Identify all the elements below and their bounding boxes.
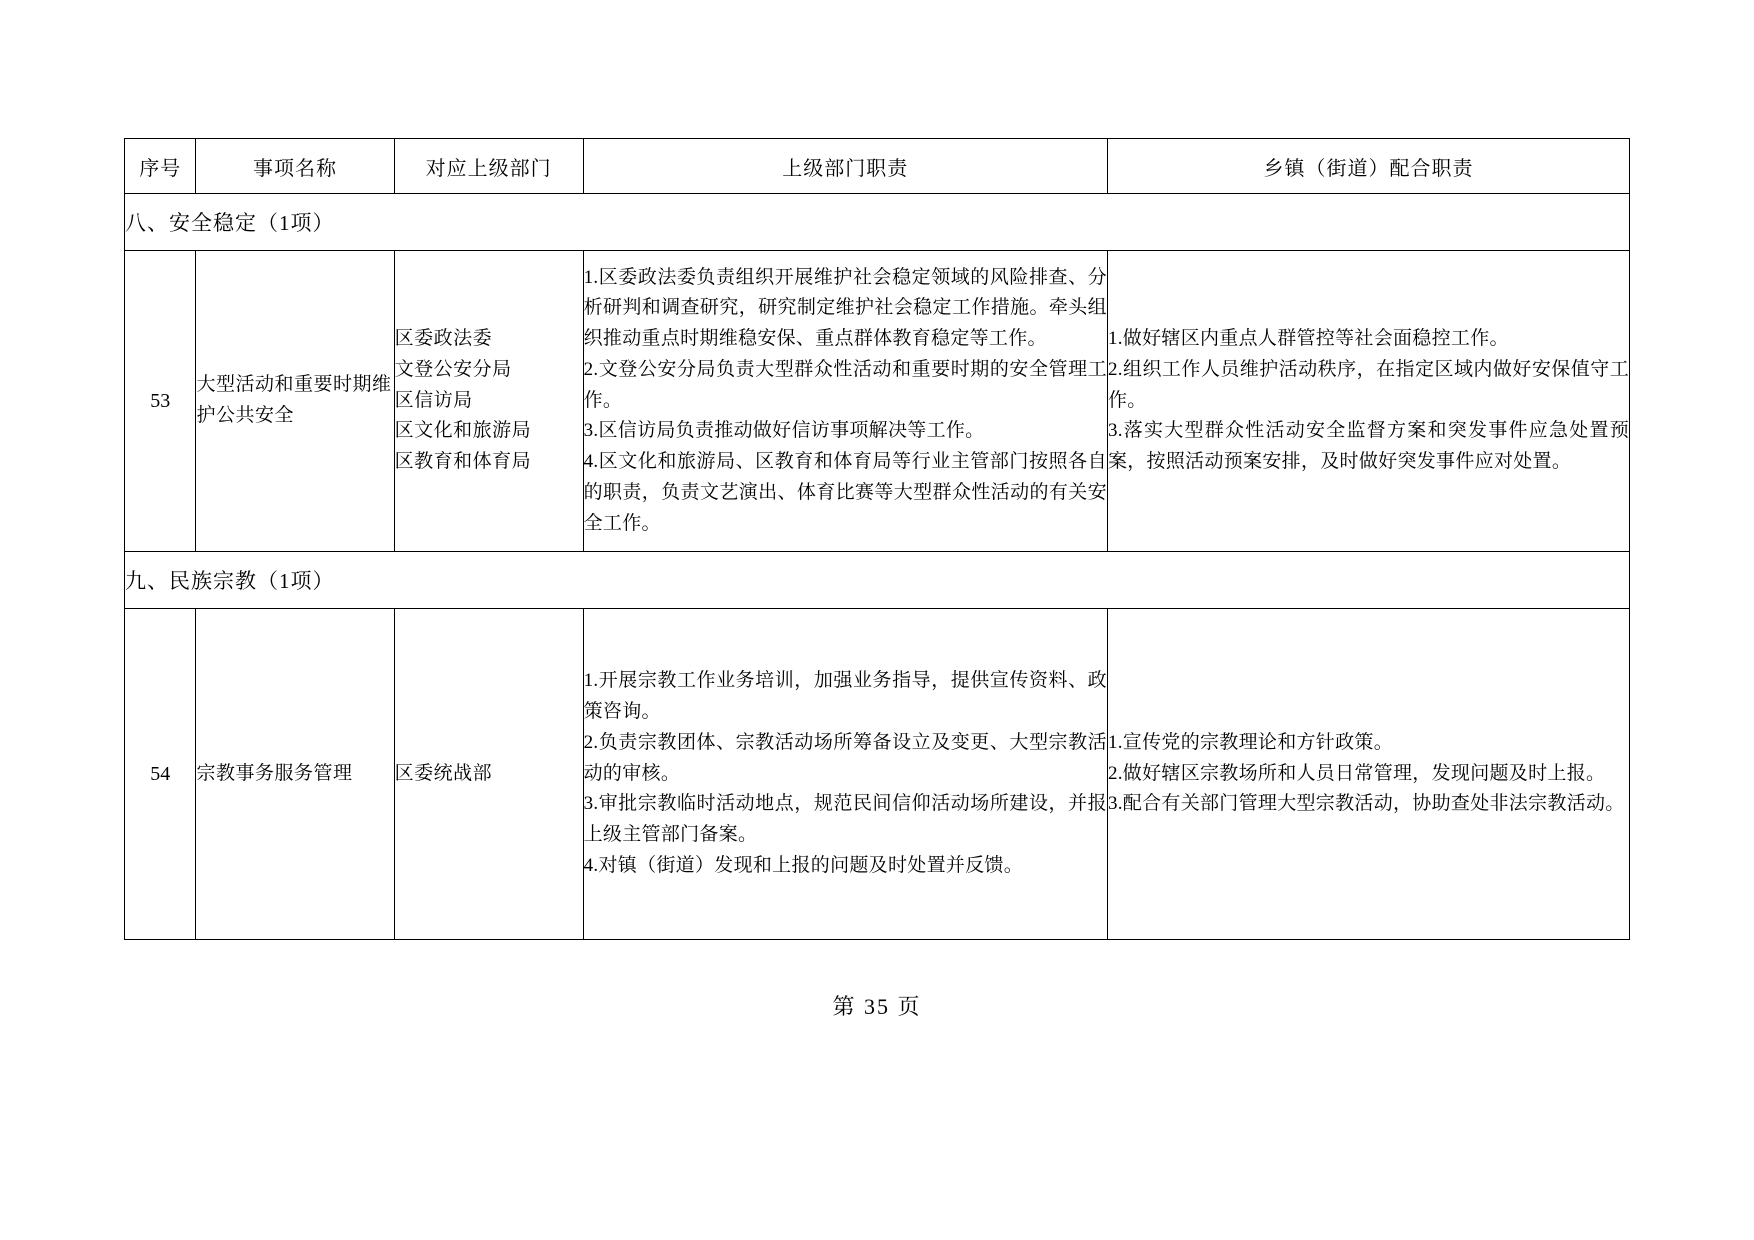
row-seq: 54	[125, 609, 196, 940]
section-title-religion: 九、民族宗教（1项）	[125, 552, 1630, 609]
responsibility-table	[124, 138, 1630, 940]
row-town-duty: 1.宣传党的宗教理论和方针政策。 2.做好辖区宗教场所和人员日常管理，发现问题及时上报。 3.配合有关部门管理大型宗教活动，协助查处非法宗教活动。	[1107, 609, 1629, 940]
header-seq: 序号	[125, 139, 196, 194]
row-town-duty: 1.做好辖区内重点人群管控等社会面稳控工作。 2.组织工作人员维护活动秩序，在指定区域内做好安保值守工作。 3.落实大型群众性活动安全监督方案和突发事件应急处置预案，按照活动预案安排，及时做好突发事件应对处置。	[1107, 251, 1629, 552]
table-header-row	[125, 139, 1630, 194]
section-title-safety: 八、安全稳定（1项）	[125, 194, 1630, 251]
row-upper-duty: 1.区委政法委负责组织开展维护社会稳定领域的风险排查、分析研判和调查研究，研究制定维护社会稳定工作措施。牵头组织推动重点时期维稳安保、重点群体教育稳定等工作。 2.文登公安分局负责大型群众性活动和重要时期的安全管理工作。 3.区信访局负责推动做好信访事项解决等工作。 4.区文化和旅游局、区教育和体育局等行业主管部门按照各自的职责，负责文艺演出、体育比赛等大型群众性活动的有关安全工作。	[583, 251, 1107, 552]
header-upper-dept: 对应上级部门	[394, 139, 583, 194]
table-row	[125, 251, 1630, 552]
row-upper-dept: 区委统战部	[394, 609, 583, 940]
header-item-name: 事项名称	[196, 139, 394, 194]
header-town-duty: 乡镇（街道）配合职责	[1107, 139, 1629, 194]
section-row-safety	[125, 194, 1630, 251]
table-row	[125, 609, 1630, 940]
header-upper-duty: 上级部门职责	[583, 139, 1107, 194]
row-seq: 53	[125, 251, 196, 552]
row-item-name: 宗教事务服务管理	[196, 609, 394, 940]
row-upper-duty: 1.开展宗教工作业务培训，加强业务指导，提供宣传资料、政策咨询。 2.负责宗教团体、宗教活动场所筹备设立及变更、大型宗教活动的审核。 3.审批宗教临时活动地点，规范民间信仰活动场所建设，并报上级主管部门备案。 4.对镇（街道）发现和上报的问题及时处置并反馈。	[583, 609, 1107, 940]
row-item-name: 大型活动和重要时期维护公共安全	[196, 251, 394, 552]
section-row-religion	[125, 552, 1630, 609]
page-footer: 第 35 页	[832, 994, 922, 1019]
row-upper-dept: 区委政法委 文登公安分局 区信访局 区文化和旅游局 区教育和体育局	[394, 251, 583, 552]
